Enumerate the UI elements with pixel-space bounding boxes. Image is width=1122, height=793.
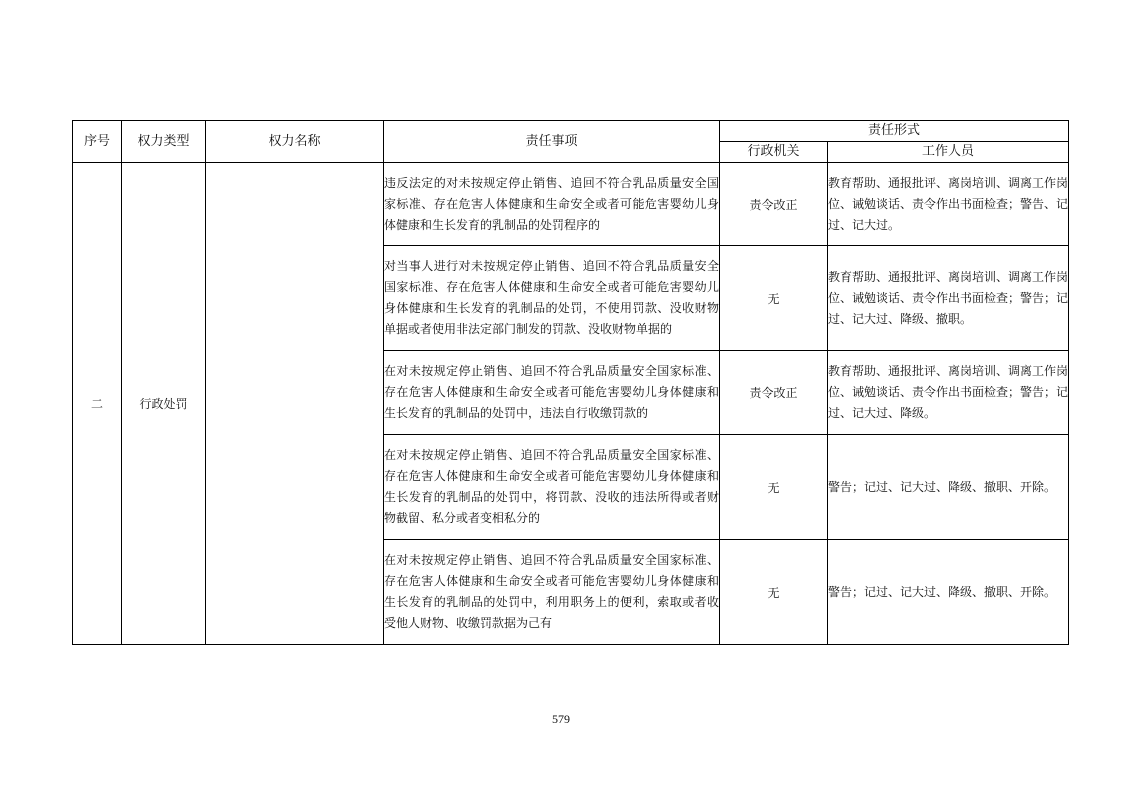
matter-cell: 对当事人进行对未按规定停止销售、追回不符合乳品质量安全国家标准、存在危害人体健康和生命安全或者可能危害婴幼儿身体健康和生长发育的乳制品的处罚，不使用罚款、没收财物单据或者使用非法定部门制发的罚款、没收财物单据的 — [384, 246, 720, 351]
agency-cell: 责令改正 — [720, 351, 828, 435]
header-matter: 责任事项 — [384, 121, 720, 163]
agency-cell: 无 — [720, 435, 828, 540]
header-power-name: 权力名称 — [206, 121, 384, 163]
table-row — [73, 163, 1069, 246]
page-number: 579 — [552, 712, 570, 726]
matter-cell: 在对未按规定停止销售、追回不符合乳品质量安全国家标准、存在危害人体健康和生命安全或者可能危害婴幼儿身体健康和生长发育的乳制品的处罚中，将罚款、没收的违法所得或者财物截留、私分或者变相私分的 — [384, 435, 720, 540]
agency-cell: 无 — [720, 246, 828, 351]
header-form: 责任形式 — [720, 121, 1069, 142]
header-row-1 — [73, 121, 1069, 142]
staff-cell: 警告；记过、记大过、降级、撤职、开除。 — [828, 540, 1069, 645]
header-seq: 序号 — [73, 121, 122, 163]
staff-cell: 教育帮助、通报批评、离岗培训、调离工作岗位、诫勉谈话、责令作出书面检查；警告；记过、记大过、降级。 — [828, 351, 1069, 435]
power-type-cell: 行政处罚 — [122, 163, 206, 645]
matter-cell: 在对未按规定停止销售、追回不符合乳品质量安全国家标准、存在危害人体健康和生命安全或者可能危害婴幼儿身体健康和生长发育的乳制品的处罚中，利用职务上的便利，索取或者收受他人财物、收缴罚款据为己有 — [384, 540, 720, 645]
agency-cell: 无 — [720, 540, 828, 645]
agency-cell: 责令改正 — [720, 163, 828, 246]
power-name-cell — [206, 163, 384, 645]
staff-cell: 教育帮助、通报批评、离岗培训、调离工作岗位、诫勉谈话、责令作出书面检查；警告、记过、记大过。 — [828, 163, 1069, 246]
header-agency: 行政机关 — [720, 142, 828, 163]
seq-cell: 二 — [73, 163, 122, 645]
staff-cell: 警告；记过、记大过、降级、撤职、开除。 — [828, 435, 1069, 540]
responsibility-table — [72, 120, 1069, 645]
header-staff: 工作人员 — [828, 142, 1069, 163]
header-power-type: 权力类型 — [122, 121, 206, 163]
matter-cell: 违反法定的对未按规定停止销售、追回不符合乳品质量安全国家标准、存在危害人体健康和生命安全或者可能危害婴幼儿身体健康和生长发育的乳制品的处罚程序的 — [384, 163, 720, 246]
matter-cell: 在对未按规定停止销售、追回不符合乳品质量安全国家标准、存在危害人体健康和生命安全或者可能危害婴幼儿身体健康和生长发育的乳制品的处罚中，违法自行收缴罚款的 — [384, 351, 720, 435]
staff-cell: 教育帮助、通报批评、离岗培训、调离工作岗位、诫勉谈话、责令作出书面检查；警告；记过、记大过、降级、撤职。 — [828, 246, 1069, 351]
